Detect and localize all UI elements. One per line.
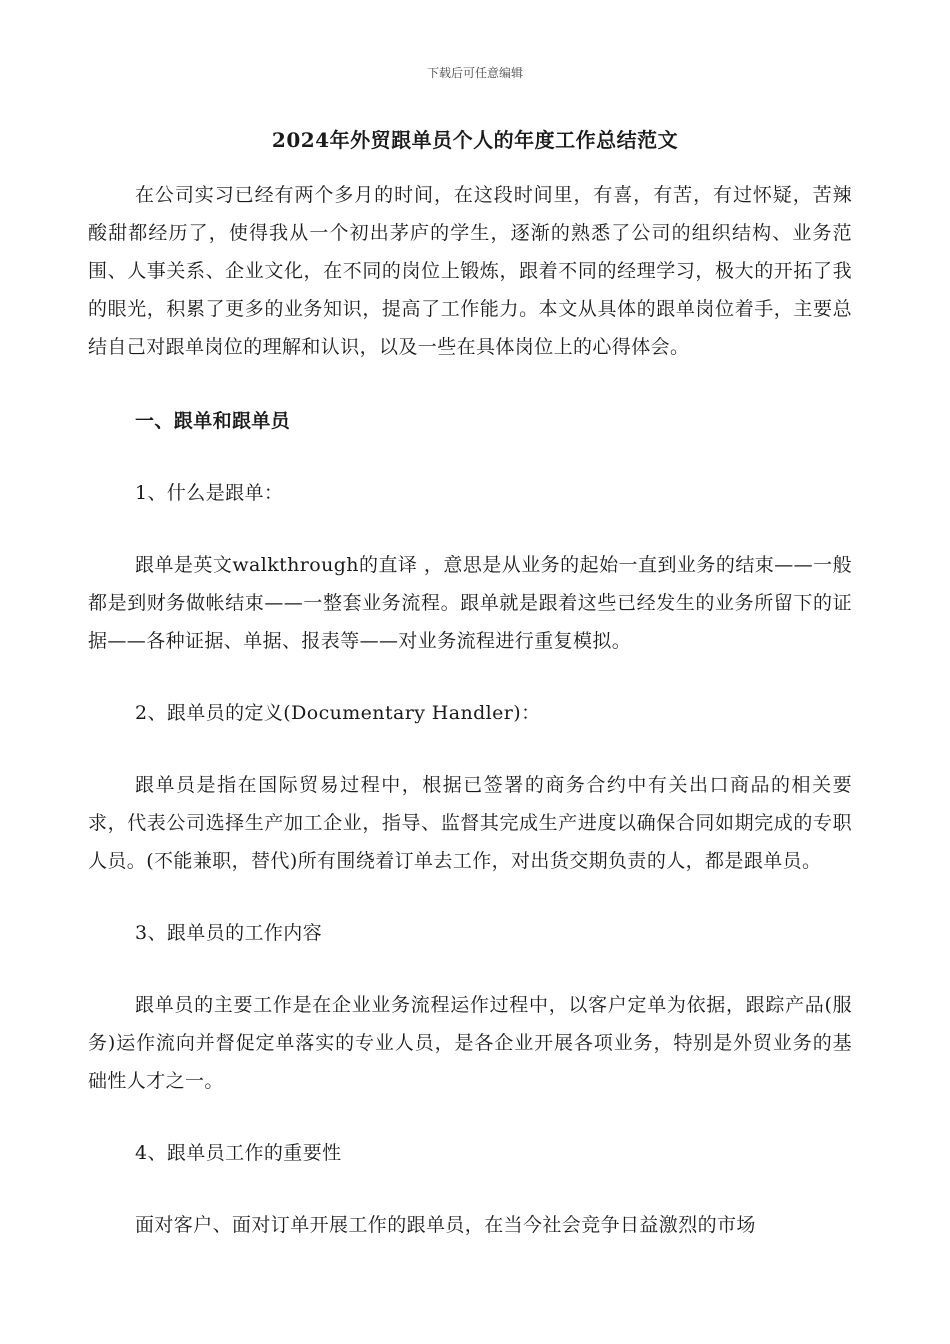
paragraph-definition: 跟单员是指在国际贸易过程中，根据已签署的商务合约中有关出口商品的相关要求，代表公司选择生产加工企业，指导、监督其完成生产进度以确保合同如期完成的专职人员。(不能兼职，替代)所有围绕着订单去工作，对出货交期负责的人，都是跟单员。 xyxy=(88,774,852,872)
document-title: 2024年外贸跟单员个人的年度工作总结范文 xyxy=(271,128,679,152)
spacer xyxy=(88,366,852,402)
intro-paragraph: 在公司实习已经有两个多月的时间，在这段时间里，有喜，有苦，有过怀疑，苦辣酸甜都经历了，使得我从一个初出茅庐的学生，逐渐的熟悉了公司的组织结构、业务范围、人事关系、企业文化，在不同的岗位上锻炼，跟着不同的经理学习，极大的开拓了我的眼光，积累了更多的业务知识，提高了工作能力。本文从具体的跟单岗位着手，主要总结自己对跟单岗位的理解和认识，以及一些在具体岗位上的心得体会。 xyxy=(88,184,852,358)
spacer xyxy=(88,952,852,986)
section-heading: 一、跟单和跟单员 xyxy=(135,410,291,432)
paragraph-importance: 面对客户、面对订单开展工作的跟单员，在当今社会竞争日益激烈的市场 xyxy=(135,1214,756,1236)
spacer xyxy=(88,660,852,694)
spacer xyxy=(88,1172,852,1206)
spacer xyxy=(88,880,852,914)
document-body xyxy=(88,176,852,1244)
spacer xyxy=(88,512,852,546)
subheading-what-is-documentary: 1、什么是跟单： xyxy=(135,482,284,504)
spacer xyxy=(88,732,852,766)
spacer xyxy=(88,1100,852,1134)
paragraph-what-is-documentary: 跟单是英文walkthrough的直译 ，意思是从业务的起始一直到业务的结束——一般都是到财务做帐结束——一整套业务流程。跟单就是跟着这些已经发生的业务所留下的证据——各种证据、单据、报表等——对业务流程进行重复模拟。 xyxy=(88,554,852,652)
subheading-importance: 4、跟单员工作的重要性 xyxy=(135,1142,342,1164)
subheading-work-content: 3、跟单员的工作内容 xyxy=(135,922,323,944)
spacer xyxy=(88,440,852,474)
header-note: 下载后可任意编辑 xyxy=(426,66,523,80)
subheading-definition: 2、跟单员的定义(Documentary Handler)： xyxy=(135,702,541,724)
paragraph-work-content: 跟单员的主要工作是在企业业务流程运作过程中，以客户定单为依据，跟踪产品(服务)运作流向并督促定单落实的专业人员，是各企业开展各项业务，特别是外贸业务的基础性人才之一。 xyxy=(88,994,852,1092)
